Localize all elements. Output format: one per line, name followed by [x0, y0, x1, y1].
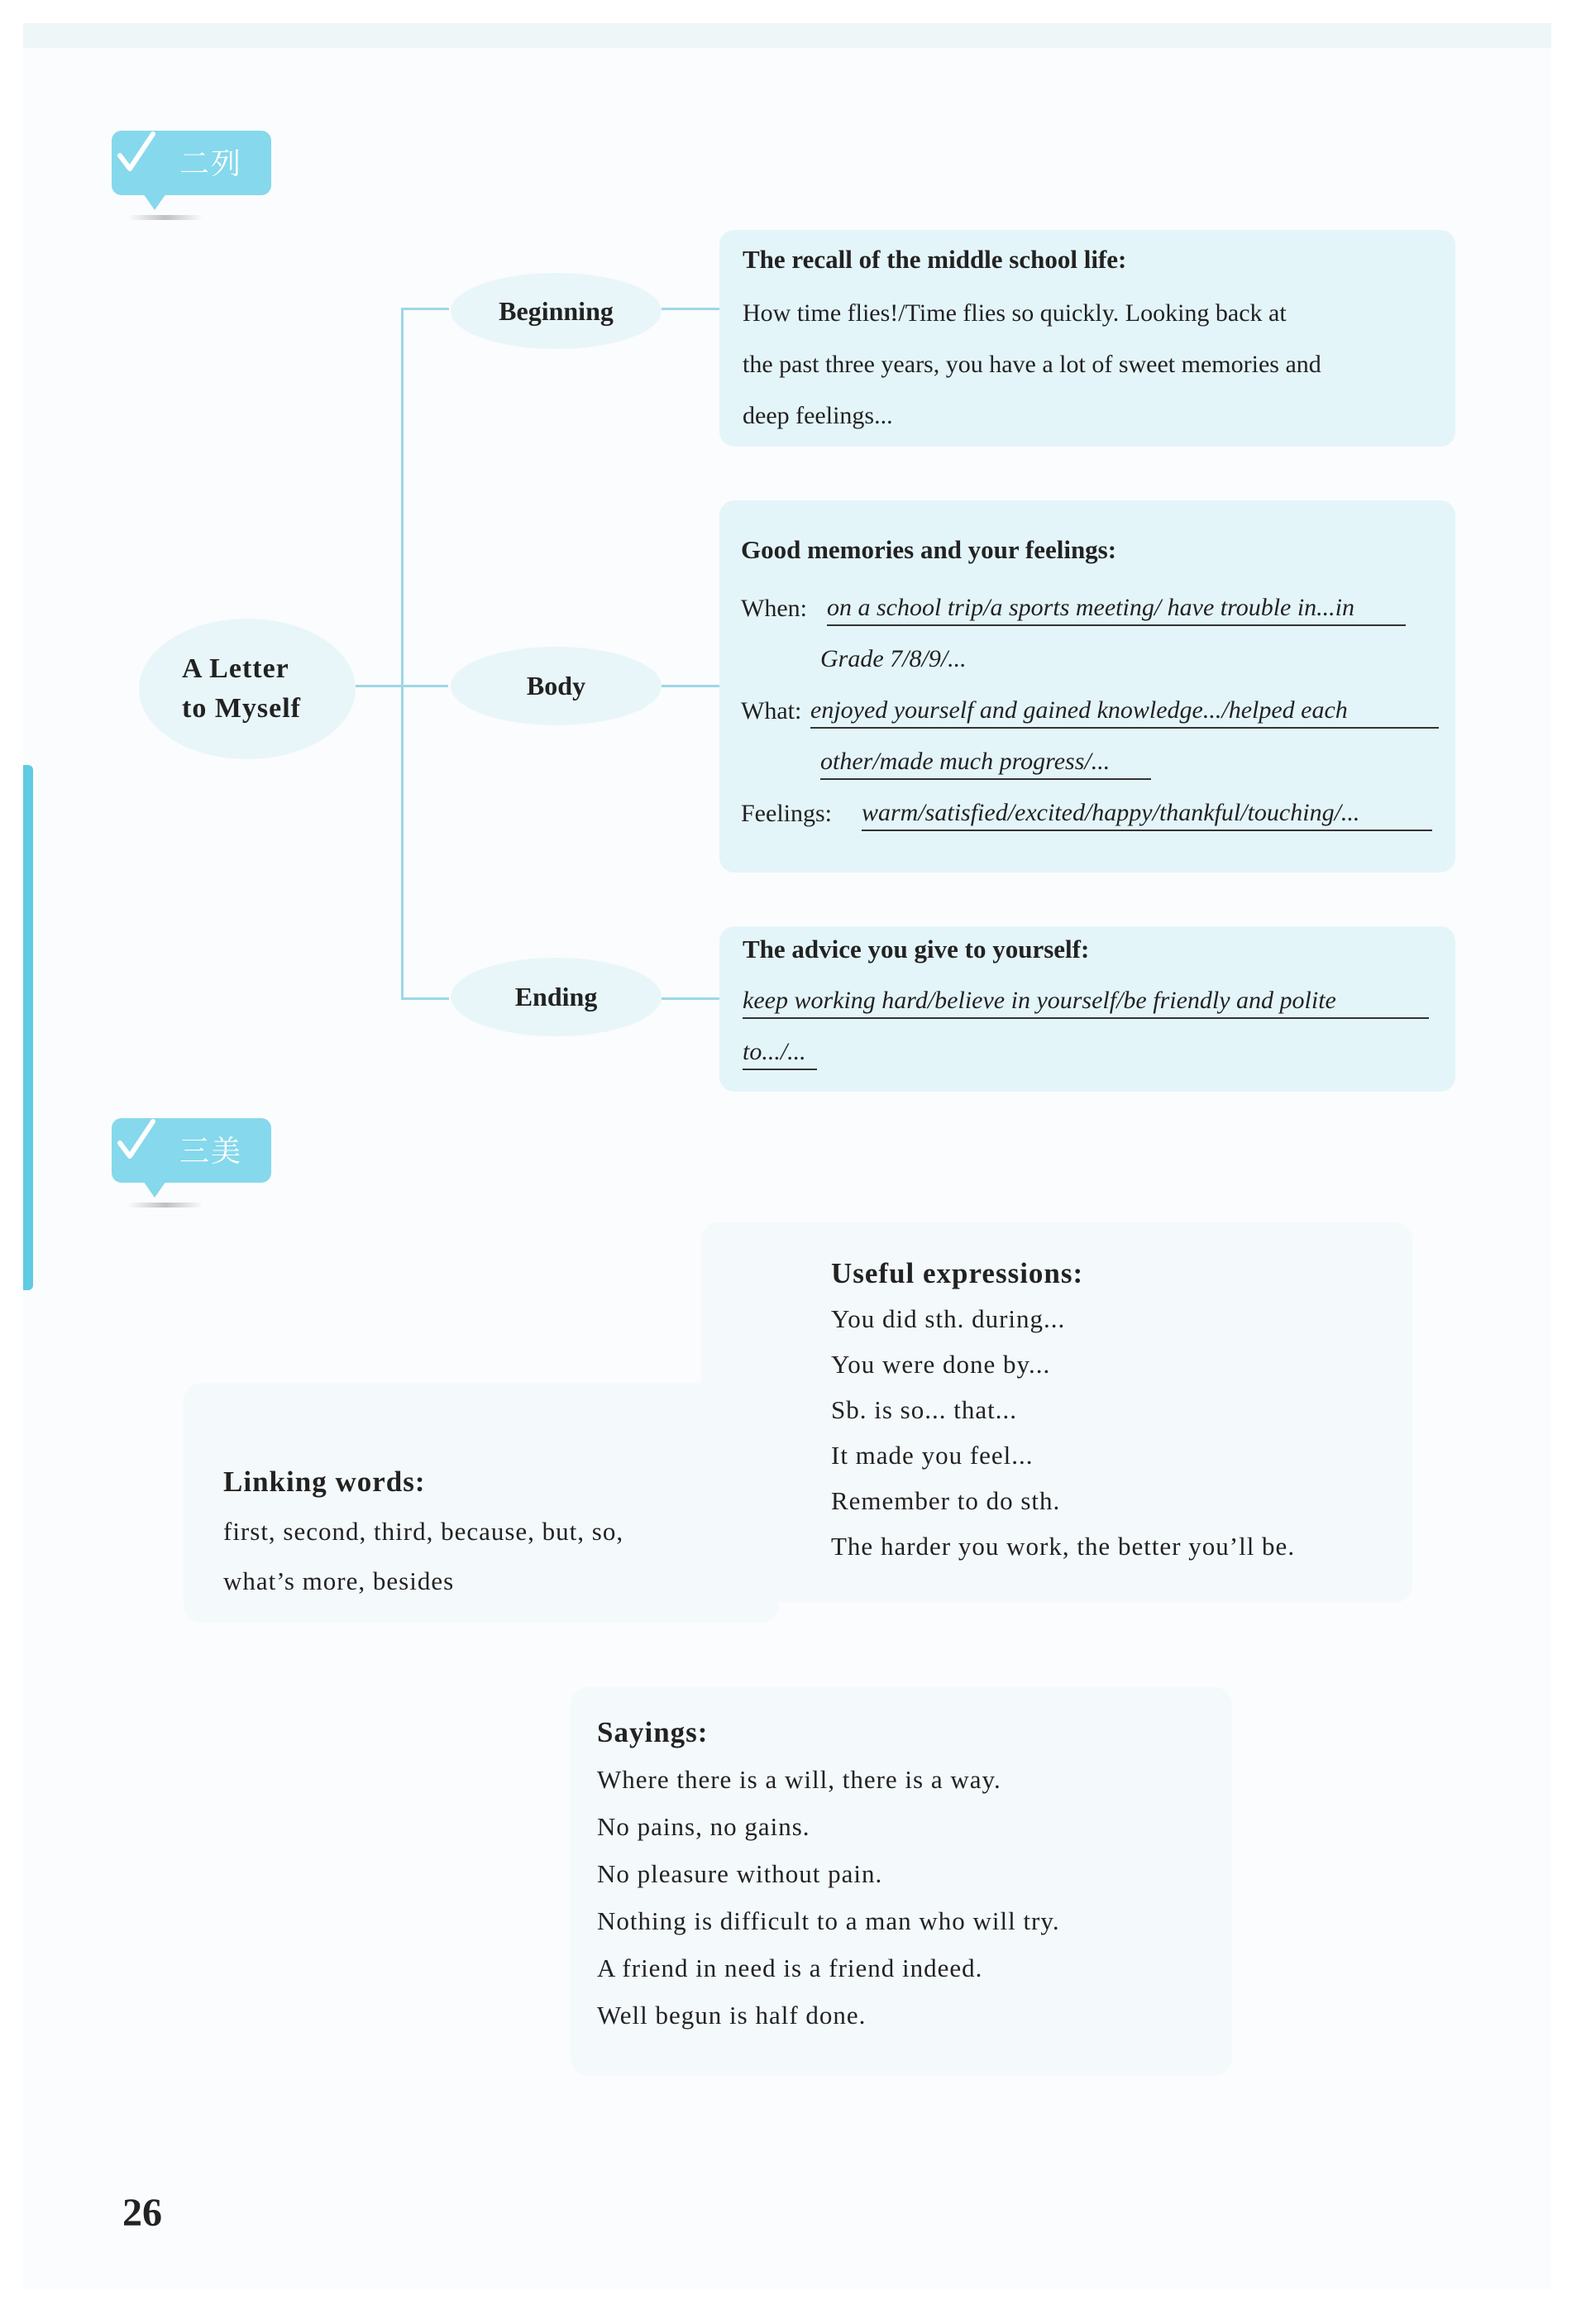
- saying-item: Where there is a will, there is a way.: [597, 1765, 1001, 1794]
- when-line-1: on a school trip/a sports meeting/ have trouble in...in: [827, 591, 1406, 626]
- linking-line: first, second, third, because, but, so,: [223, 1517, 624, 1546]
- what-line-1: enjoyed yourself and gained knowledge.../helped each: [810, 694, 1439, 729]
- useful-expressions: [831, 1250, 1295, 1569]
- when-line-2: Grade 7/8/9/...: [820, 645, 967, 672]
- node-beginning: Beginning: [451, 273, 662, 349]
- saying-item: No pains, no gains.: [597, 1812, 810, 1841]
- connector-ending: [401, 997, 449, 1000]
- page-number: 26: [122, 2191, 162, 2235]
- useful-title: Useful expressions:: [831, 1257, 1084, 1289]
- top-band: [23, 23, 1551, 48]
- section-tag-2: [112, 131, 277, 222]
- root-line: A Letter: [182, 653, 289, 684]
- connector-b-panel: [662, 308, 719, 310]
- root-line: to Myself: [182, 693, 302, 724]
- what-line-2: other/made much progress/...: [820, 745, 1151, 780]
- panel-title: The advice you give to yourself:: [743, 935, 1090, 964]
- saying-item: Nothing is difficult to a man who will try.: [597, 1906, 1060, 1935]
- useful-item: It made you feel...: [831, 1441, 1034, 1470]
- panel-ending: [719, 926, 1455, 1092]
- section-title: 三美: [179, 1135, 243, 1169]
- panel-body: [719, 500, 1455, 873]
- saying-item: No pleasure without pain.: [597, 1859, 883, 1888]
- saying-item: A friend in need is a friend indeed.: [597, 1953, 983, 1982]
- feelings-line: warm/satisfied/excited/happy/thankful/touching/...: [862, 796, 1432, 831]
- connector-body-panel: [662, 685, 719, 687]
- ending-line-2: to.../...: [743, 1035, 817, 1070]
- connector-e-panel: [662, 997, 719, 1000]
- useful-item: The harder you work, the better you’ll be.: [831, 1532, 1296, 1561]
- useful-item: You did sth. during...: [831, 1304, 1066, 1333]
- node-body: Body: [451, 647, 662, 725]
- check-icon: [117, 131, 156, 184]
- sayings-title: Sayings:: [597, 1716, 709, 1748]
- sayings: [597, 1709, 1060, 2039]
- useful-item: Sb. is so... that...: [831, 1395, 1017, 1424]
- linking-words: [223, 1457, 623, 1606]
- linking-title: Linking words:: [223, 1466, 426, 1498]
- mindmap-root: [139, 619, 356, 759]
- feelings-label: Feelings:: [741, 800, 832, 827]
- panel-title: Good memories and your feelings:: [741, 535, 1117, 564]
- panel-beginning: [719, 230, 1455, 447]
- linking-line: what’s more, besides: [223, 1566, 455, 1595]
- node-ending: Ending: [451, 958, 662, 1036]
- check-icon: [117, 1118, 156, 1171]
- panel-line: the past three years, you have a lot of sweet memories and: [743, 351, 1321, 378]
- panel-title: The recall of the middle school life:: [743, 245, 1127, 274]
- saying-item: Well begun is half done.: [597, 2001, 867, 2030]
- useful-item: You were done by...: [831, 1350, 1051, 1379]
- when-label: When:: [741, 595, 807, 622]
- connector-vertical: [401, 308, 404, 999]
- section-title: 二列: [179, 147, 243, 181]
- ending-line-1: keep working hard/believe in yourself/be friendly and polite: [743, 984, 1429, 1019]
- panel-line: deep feelings...: [743, 402, 893, 429]
- panel-line: How time flies!/Time flies so quickly. Looking back at: [743, 299, 1287, 327]
- what-label: What:: [741, 697, 802, 724]
- connector-beginning: [401, 308, 449, 310]
- side-strip: [23, 765, 33, 1290]
- section-tag-3: [112, 1118, 277, 1209]
- useful-item: Remember to do sth.: [831, 1486, 1061, 1515]
